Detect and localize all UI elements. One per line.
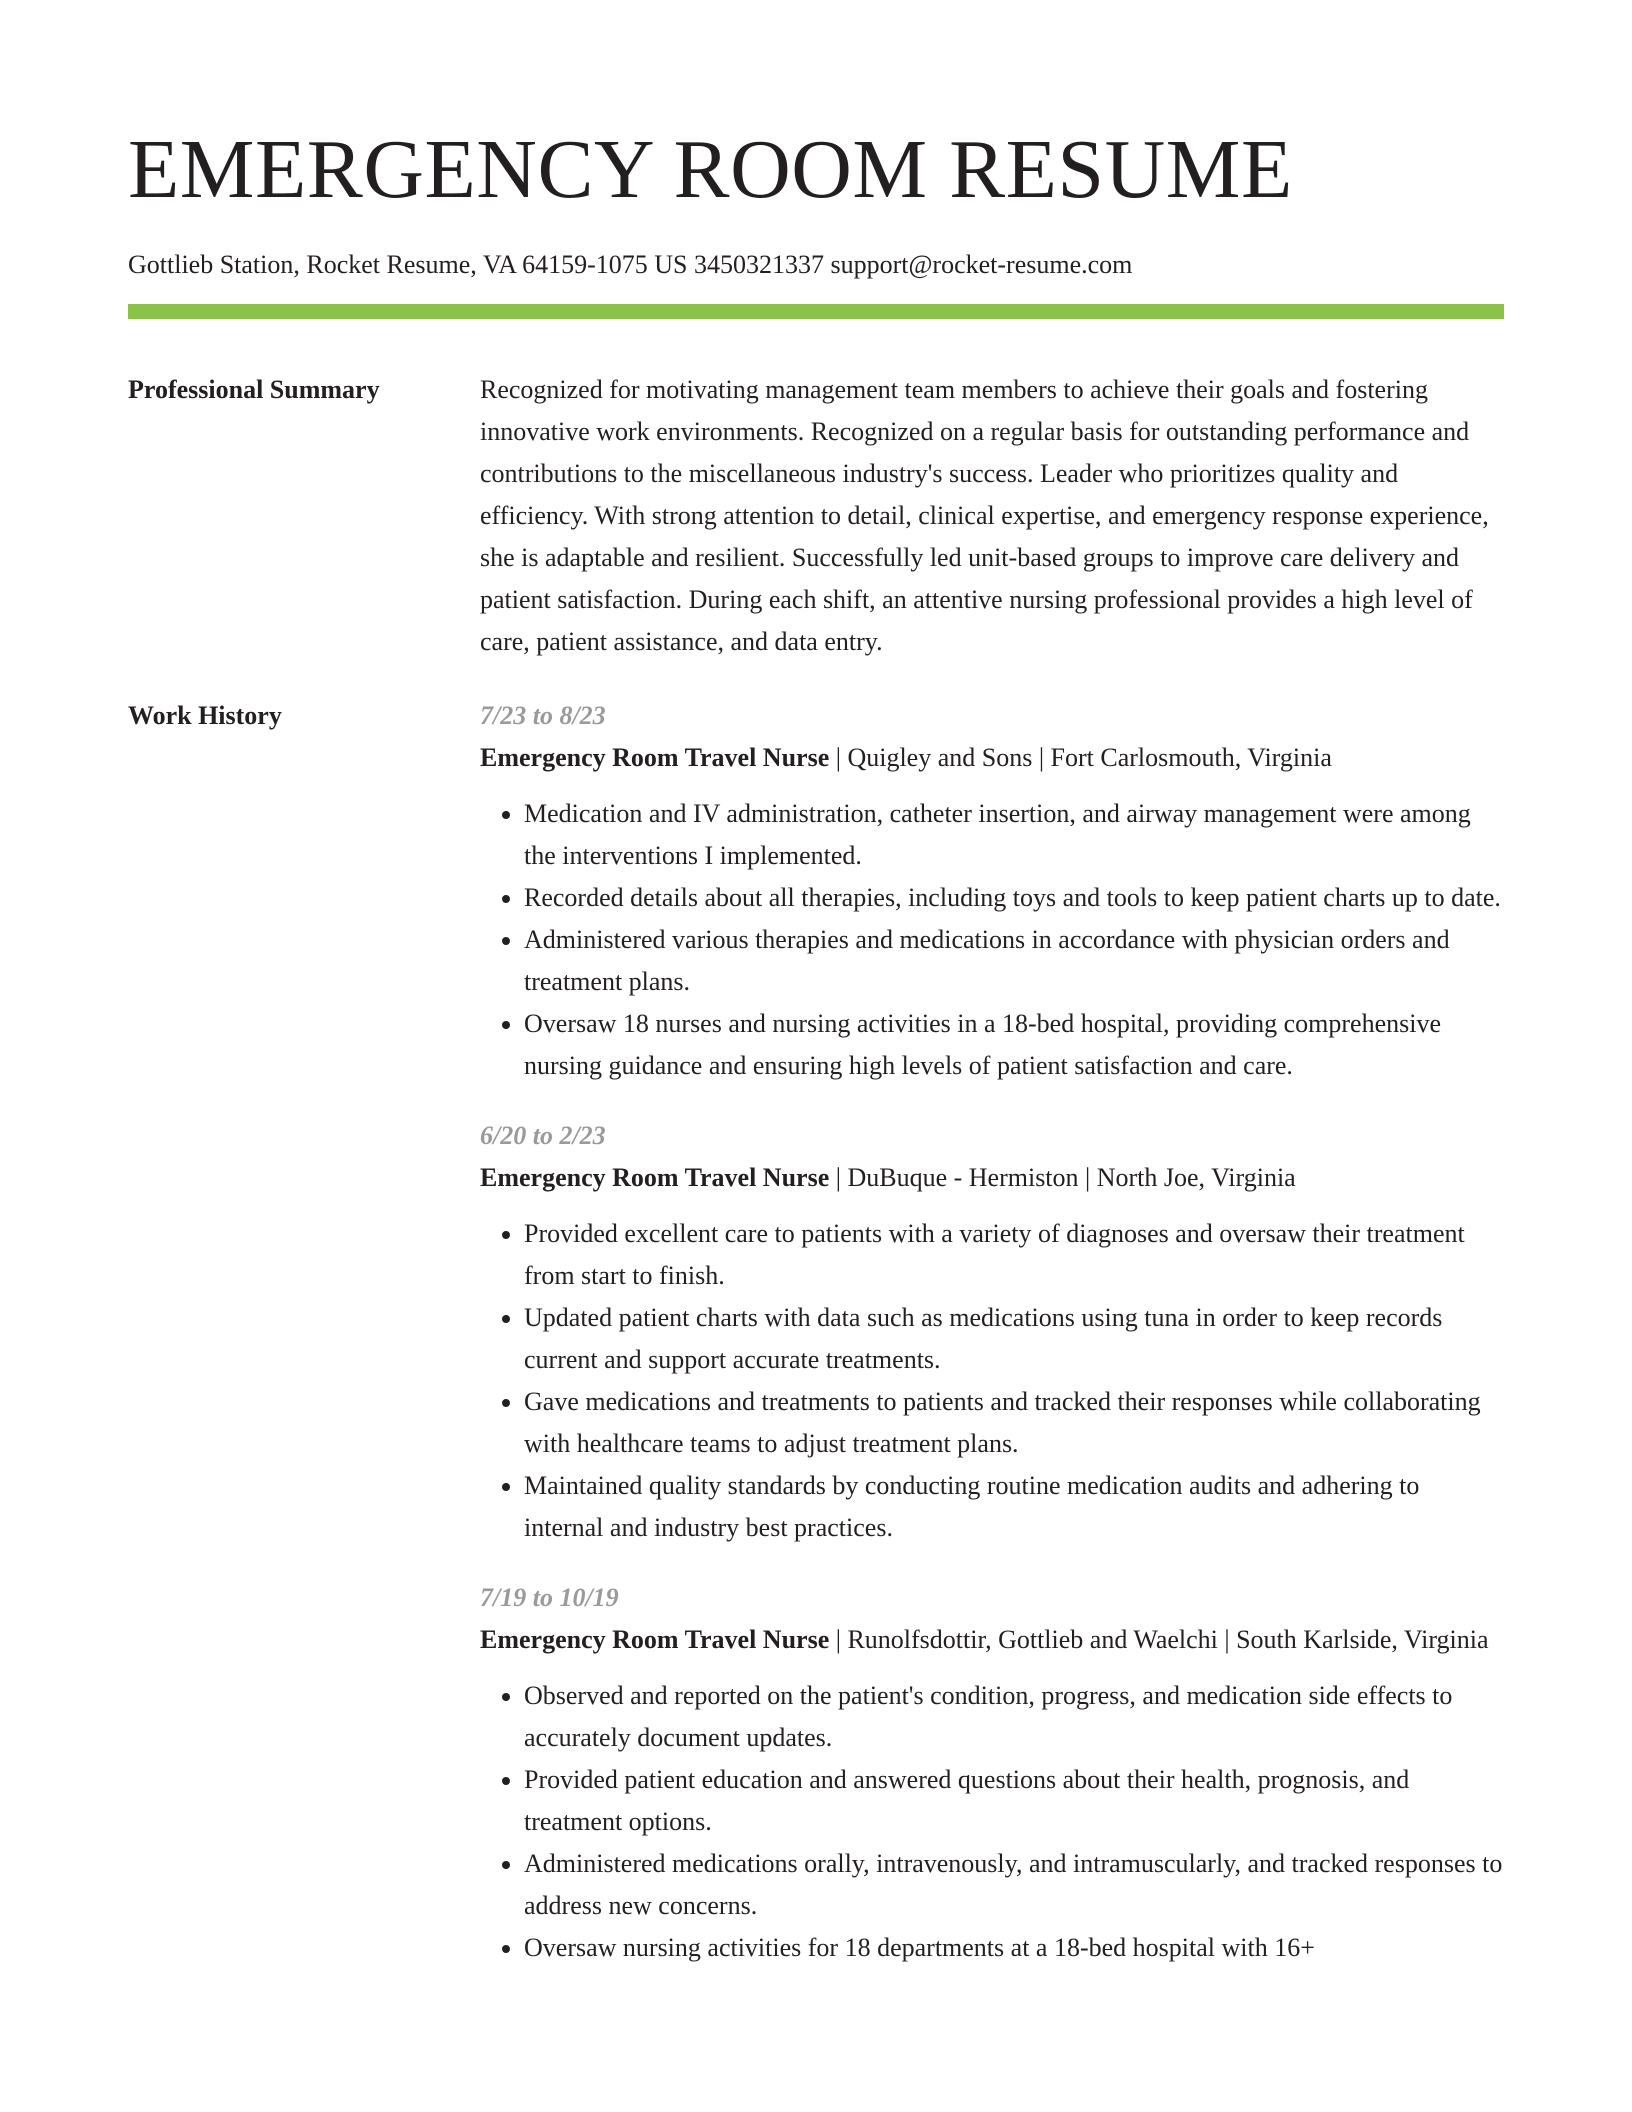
job-dates: 7/23 to 8/23 <box>480 701 606 730</box>
job-heading <box>480 737 1504 779</box>
job-entry <box>480 695 1504 1087</box>
job-entry <box>480 1115 1504 1549</box>
job-details: | Runolfsdottir, Gottlieb and Waelchi | South Karlside, Virginia <box>829 1625 1489 1654</box>
job-dates: 7/19 to 10/19 <box>480 1583 619 1612</box>
job-dates: 6/20 to 2/23 <box>480 1121 606 1150</box>
job-bullet: • Updated patient charts with data such as medications using tuna in order to keep records current and support accurate treatments. <box>524 1297 1504 1381</box>
job-title: Emergency Room Travel Nurse <box>480 743 830 772</box>
job-bullet: • Recorded details about all therapies, including toys and tools to keep patient charts up to date. <box>524 877 1504 919</box>
job-bullet: • Medication and IV administration, catheter insertion, and airway management were among the interventions I implemented. <box>524 793 1504 877</box>
job-bullet: • Administered medications orally, intravenously, and intramuscularly, and tracked responses to address new concerns. <box>524 1843 1504 1927</box>
work-history-section <box>128 695 1504 1997</box>
job-bullet: • Provided excellent care to patients with a variety of diagnoses and oversaw their treatment from start to finish. <box>524 1213 1504 1297</box>
section-label-work: Work History <box>128 701 282 730</box>
job-heading <box>480 1619 1504 1661</box>
job-title: Emergency Room Travel Nurse <box>480 1163 830 1192</box>
job-heading <box>480 1157 1504 1199</box>
summary-text: Recognized for motivating management team members to achieve their goals and fostering innovative work environments. Recognized on a regular basis for outstanding performance and contributions to the miscellaneous industry's success. Leader who prioritizes quality and efficiency. With strong attention to detail, clinical expertise, and emergency response experience, she is adaptable and resilient. Successfully led unit-based groups to improve care delivery and patient satisfaction. During each shift, an attentive nursing professional provides a high level of care, patient assistance, and data entry. <box>480 375 1489 656</box>
job-bullet-list <box>480 793 1504 1087</box>
resume-page <box>128 0 1504 1997</box>
summary-body <box>480 369 1504 663</box>
job-bullet: • Maintained quality standards by conducting routine medication audits and adhering to internal and industry best practices. <box>524 1465 1504 1549</box>
job-entry <box>480 1577 1504 1969</box>
accent-divider <box>128 304 1504 319</box>
job-details: | Quigley and Sons | Fort Carlosmouth, Virginia <box>829 743 1332 772</box>
job-bullet: • Oversaw nursing activities for 18 departments at a 18-bed hospital with 16+ <box>524 1927 1504 1969</box>
job-details: | DuBuque - Hermiston | North Joe, Virginia <box>829 1163 1296 1192</box>
contact-line: Gottlieb Station, Rocket Resume, VA 64159-1075 US 3450321337 support@rocket-resume.com <box>128 250 1133 279</box>
job-bullet-list <box>480 1213 1504 1549</box>
job-bullet: • Oversaw 18 nurses and nursing activities in a 18-bed hospital, providing comprehensive nursing guidance and ensuring high levels of patient satisfaction and care. <box>524 1003 1504 1087</box>
section-label-summary: Professional Summary <box>128 375 380 404</box>
job-bullet: • Provided patient education and answered questions about their health, prognosis, and treatment options. <box>524 1759 1504 1843</box>
work-body <box>480 695 1504 1997</box>
job-bullet: • Gave medications and treatments to patients and tracked their responses while collaborating with healthcare teams to adjust treatment plans. <box>524 1381 1504 1465</box>
resume-title: EMERGENCY ROOM RESUME <box>128 123 1293 216</box>
job-bullet: • Observed and reported on the patient's condition, progress, and medication side effects to accurately document updates. <box>524 1675 1504 1759</box>
job-title: Emergency Room Travel Nurse <box>480 1625 830 1654</box>
job-bullet: • Administered various therapies and medications in accordance with physician orders and treatment plans. <box>524 919 1504 1003</box>
job-bullet-list <box>480 1675 1504 1969</box>
professional-summary-section <box>128 369 1504 663</box>
